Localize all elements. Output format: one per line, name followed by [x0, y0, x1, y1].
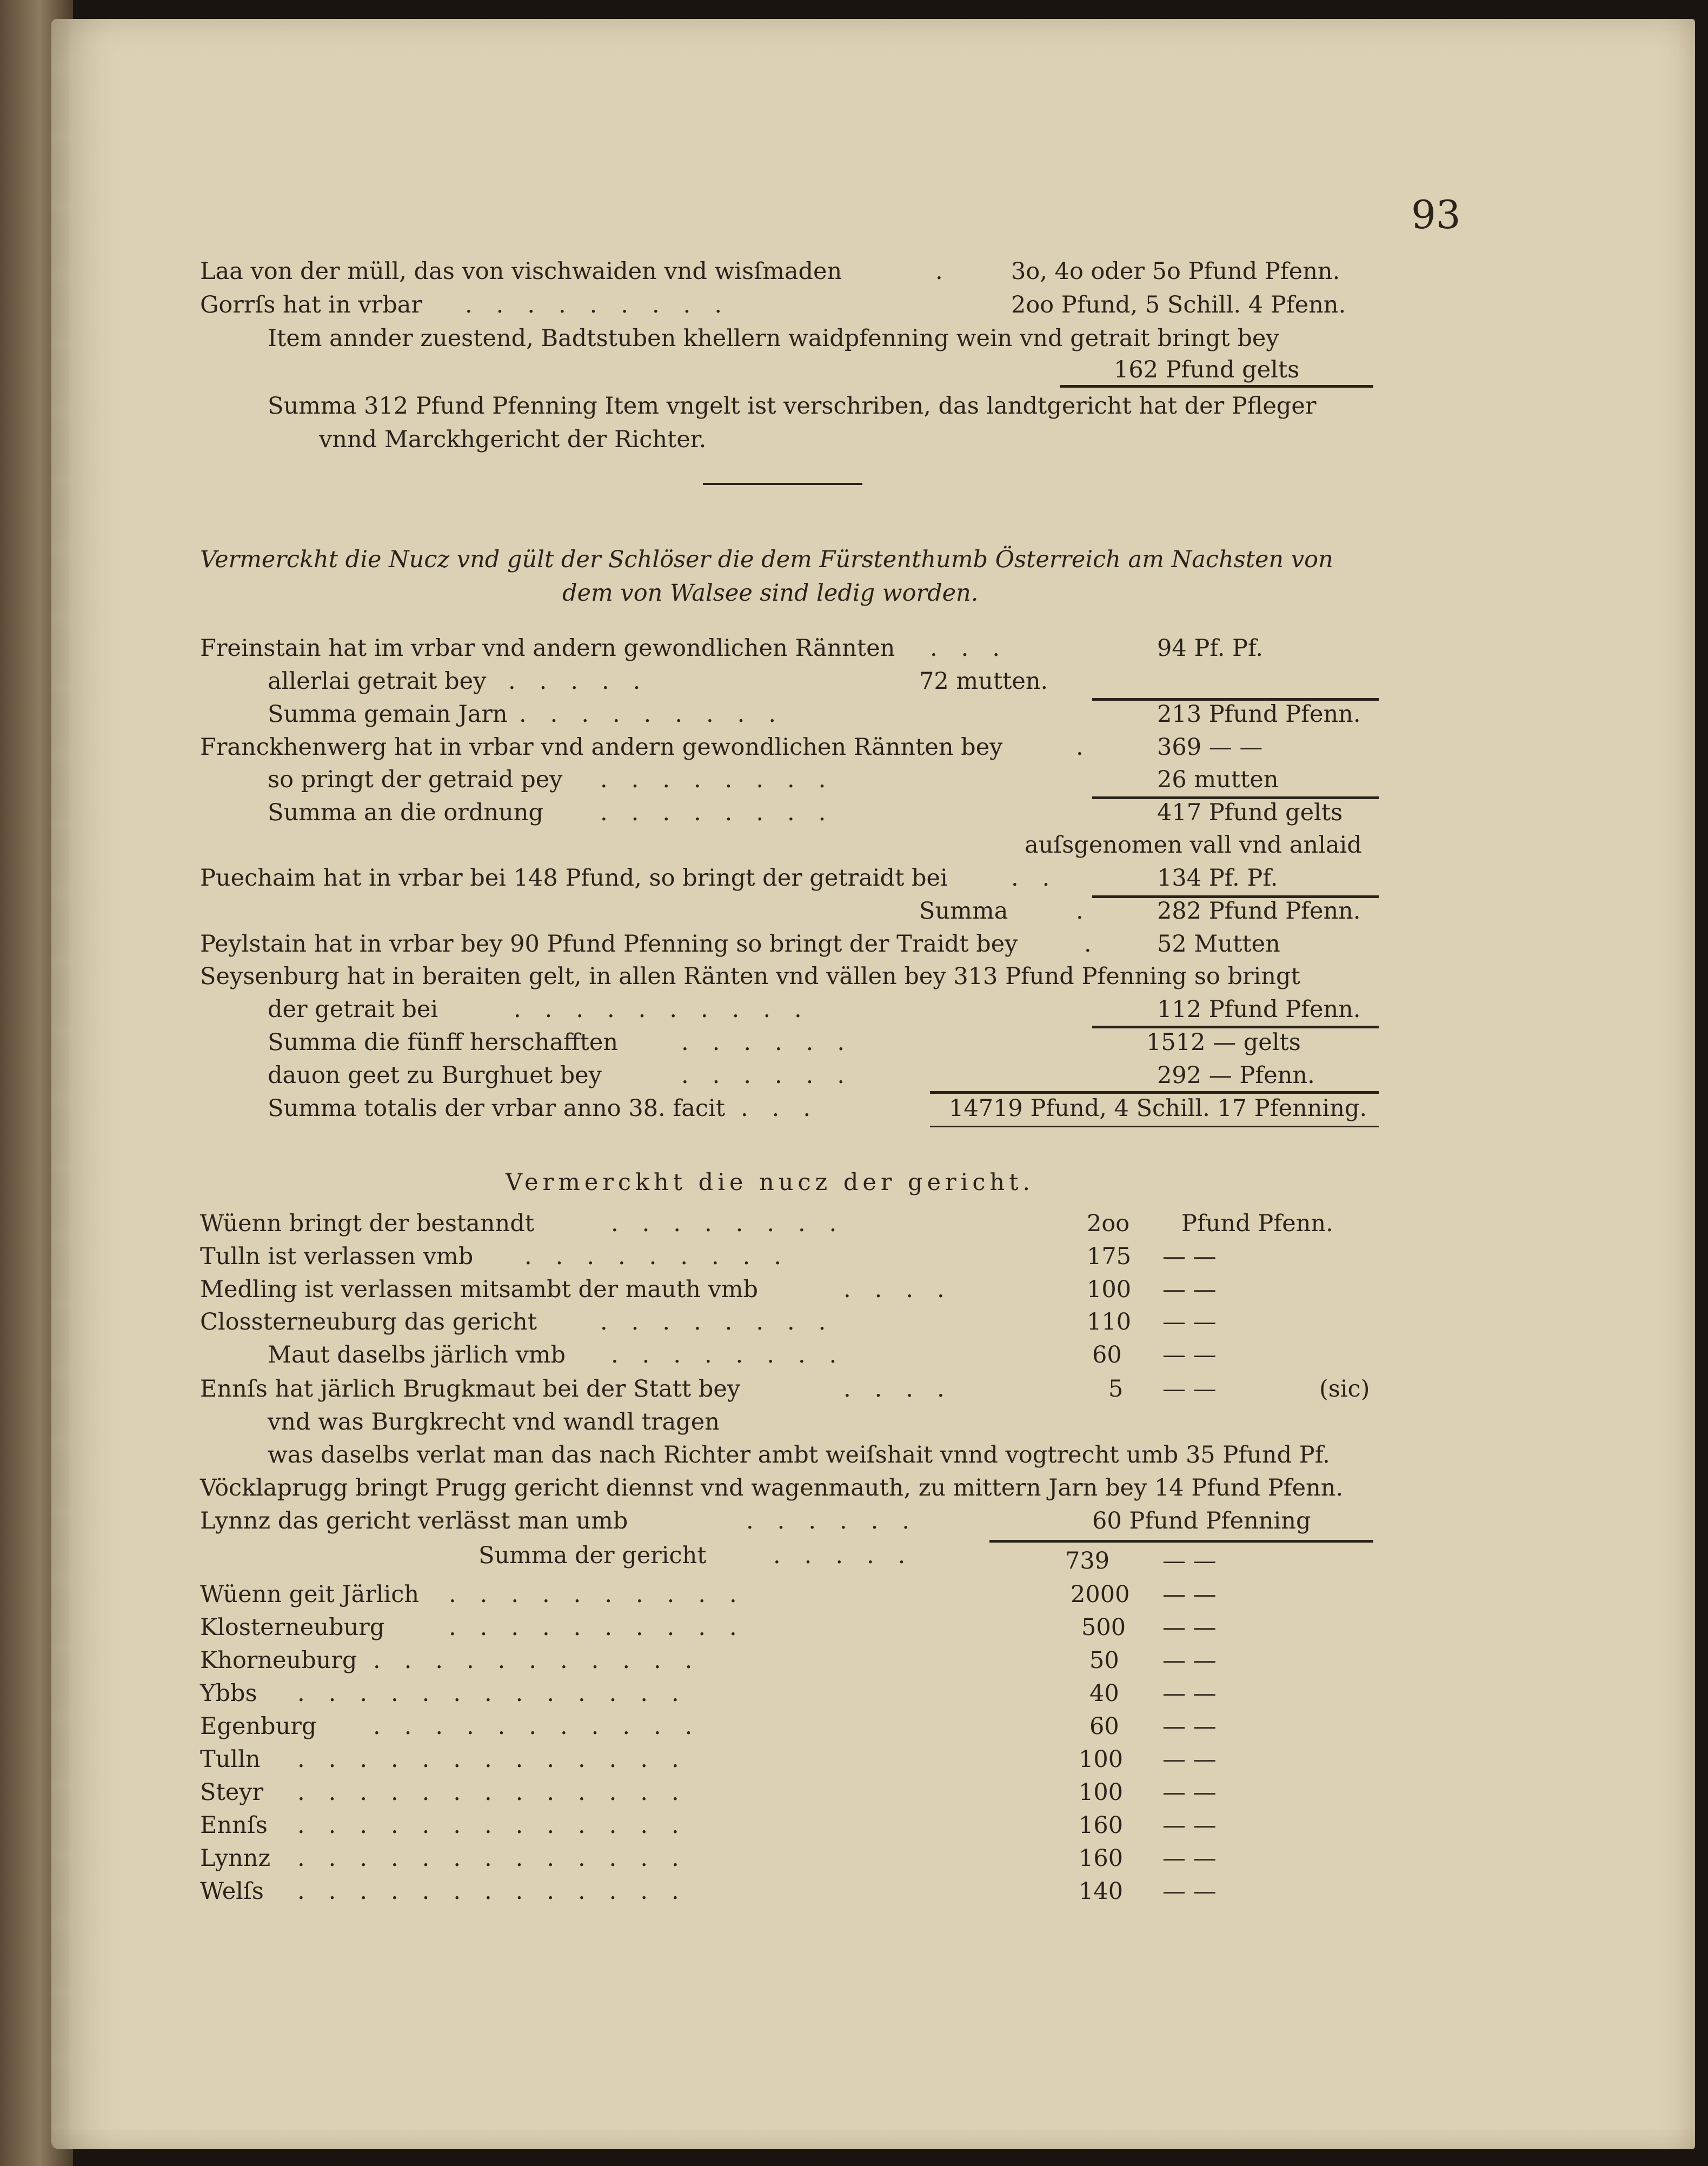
- row-peylstain: Peylstain hat in vrbar bey 90 Pfund Pfenning so bringt der Traidt bey: [200, 931, 1018, 958]
- town-row: Lynnz: [200, 1845, 271, 1872]
- row-der-getrait-value: 112 Pfund Pfenn.: [1157, 996, 1361, 1023]
- row-burghuet: dauon geet zu Burghuet bey: [268, 1062, 602, 1089]
- leader-dots: ........: [611, 1210, 861, 1237]
- town-row: Ennſs: [200, 1812, 268, 1839]
- gericht-lynnz-value: 60 Pfund Pfenning: [1092, 1507, 1311, 1534]
- leader-dots: .....: [773, 1542, 929, 1569]
- row-freinstain-value: 94 Pf. Pf.: [1157, 635, 1264, 662]
- gericht-amount: 5: [1108, 1376, 1124, 1403]
- town-row: Khorneuburg: [200, 1647, 357, 1674]
- gericht-row: Tulln ist verlassen vmb: [200, 1243, 474, 1270]
- section-heading-2: dem von Walsee sind ledig worden.: [562, 580, 979, 607]
- gericht-unit: — —: [1162, 1243, 1217, 1270]
- leader-dots: ....: [843, 1276, 968, 1303]
- gericht-heading: Vermerckht die nucz der gericht.: [506, 1169, 1035, 1196]
- leader-dots: .........: [465, 291, 746, 318]
- town-row: Klosterneuburg: [200, 1614, 385, 1641]
- row-summa-gemain: Summa gemain Jarn: [268, 701, 508, 728]
- row-getraid: so pringt der getraid pey: [268, 766, 563, 793]
- leader-dots: .............: [297, 1845, 703, 1872]
- row-getraid-value: 26 mutten: [1157, 766, 1279, 793]
- leader-dots: .............: [297, 1779, 703, 1806]
- row-franckhenwerg: Franckhenwerg hat in vrbar vnd andern gewondlichen Rännten bey: [200, 734, 1003, 761]
- row-summa-totalis-value: 14719 Pfund, 4 Schill. 17 Pfenning.: [949, 1095, 1367, 1122]
- sic-note: (sic): [1319, 1376, 1370, 1403]
- leader-dots: ...........: [373, 1647, 716, 1674]
- gericht-amount: 100: [1087, 1276, 1132, 1303]
- town-row: Wüenn geit Järlich: [200, 1581, 420, 1608]
- row-summa-totalis: Summa totalis der vrbar anno 38. facit: [268, 1095, 726, 1122]
- town-row: Welſs: [200, 1878, 264, 1905]
- town-unit: — —: [1162, 1680, 1217, 1707]
- line-item-value: 162 Pfund gelts: [1114, 356, 1300, 383]
- gericht-amount: 60: [1092, 1341, 1122, 1368]
- leader-dots: .: [1076, 898, 1107, 925]
- row-franckhenwerg-value: 369 — —: [1157, 734, 1263, 761]
- gericht-row: Medling ist verlassen mitsambt der mauth vmb: [200, 1276, 759, 1303]
- town-row: Tulln: [200, 1746, 261, 1773]
- town-amount: 160: [1079, 1812, 1124, 1839]
- gericht-unit: Pfund Pfenn.: [1181, 1210, 1333, 1237]
- gericht-row: Maut daselbs järlich vmb: [268, 1341, 566, 1368]
- line-gorrs-value: 2oo Pfund, 5 Schill. 4 Pfenn.: [1011, 291, 1346, 318]
- town-unit: — —: [1162, 1812, 1217, 1839]
- line-summa-2: vnnd Marckhgericht der Richter.: [319, 426, 707, 453]
- row-getrait: allerlai getrait bey: [268, 668, 487, 695]
- gericht-unit: — —: [1162, 1376, 1217, 1403]
- leader-dots: ........: [600, 766, 850, 793]
- leader-dots: ......: [681, 1029, 869, 1056]
- line-laa-value: 3o, 4o oder 5o Pfund Pfenn.: [1011, 258, 1340, 285]
- line-gorrs: Gorrſs hat in vrbar: [200, 291, 422, 318]
- line-laa: Laa von der müll, das von vischwaiden vnd wisſmaden: [200, 258, 842, 285]
- town-unit: — —: [1162, 1647, 1217, 1674]
- leader-dots: ...........: [373, 1713, 716, 1740]
- leader-dots: ......: [746, 1507, 934, 1534]
- sum-rule: [989, 1540, 1373, 1543]
- row-puechaim: Puechaim hat in vrbar bei 148 Pfund, so bringt der getraidt bei: [200, 865, 948, 892]
- town-unit: — —: [1162, 1878, 1217, 1905]
- line-summa-1: Summa 312 Pfund Pfenning Item vngelt ist verschriben, das landtgericht hat der Pfleger: [268, 393, 1317, 420]
- leader-dots: .: [1084, 931, 1115, 958]
- gericht-amount: 175: [1087, 1243, 1132, 1270]
- row-summa-ordnung-value: 417 Pfund gelts: [1157, 799, 1343, 826]
- town-row: Steyr: [200, 1779, 264, 1806]
- leader-dots: ..........: [449, 1581, 761, 1608]
- leader-dots: ........: [611, 1341, 861, 1368]
- town-amount: 2000: [1071, 1581, 1130, 1608]
- town-amount: 100: [1079, 1746, 1124, 1773]
- leader-dots: ...: [741, 1095, 835, 1122]
- town-amount: 40: [1089, 1680, 1119, 1707]
- town-amount: 100: [1079, 1779, 1124, 1806]
- row-burghuet-value: 292 — Pfenn.: [1157, 1062, 1315, 1089]
- gericht-amount: 739: [1065, 1547, 1110, 1574]
- town-amount: 140: [1079, 1878, 1124, 1905]
- leader-dots: .............: [297, 1680, 703, 1707]
- gericht-unit: — —: [1162, 1547, 1217, 1574]
- town-amount: 160: [1079, 1845, 1124, 1872]
- leader-dots: ........: [600, 1308, 850, 1336]
- row-fuenff: Summa die fünff herschafften: [268, 1029, 619, 1056]
- row-getrait-mid: 72 mutten.: [919, 668, 1048, 695]
- gericht-row: Clossterneuburg das gericht: [200, 1308, 537, 1336]
- line-item: Item annder zuestend, Badtstuben khellern waidpfenning wein vnd getrait bringt bey: [268, 325, 1279, 352]
- gericht-row: vnd was Burgkrecht vnd wandl tragen: [268, 1408, 720, 1436]
- row-ausgenomen: auſsgenomen vall vnd anlaid: [1025, 832, 1362, 859]
- page-number: 93: [1411, 192, 1461, 237]
- gericht-row: Lynnz das gericht verlässt man umb: [200, 1507, 628, 1534]
- gericht-row: Wüenn bringt der bestanndt: [200, 1210, 534, 1237]
- town-unit: — —: [1162, 1713, 1217, 1740]
- leader-dots: .............: [297, 1746, 703, 1773]
- town-unit: — —: [1162, 1581, 1217, 1608]
- town-amount: 500: [1081, 1614, 1126, 1641]
- leader-dots: ..: [1011, 865, 1074, 892]
- leader-dots: ...: [930, 635, 1024, 662]
- row-peylstain-value: 52 Mutten: [1157, 931, 1280, 958]
- gericht-row: Vöcklaprugg bringt Prugg gericht diennst vnd wagenmauth, zu mittern Jarn bey 14 Pfund Pfenn.: [200, 1474, 1344, 1501]
- row-der-getrait: der getrait bei: [268, 996, 438, 1023]
- gericht-amount: 2oo: [1087, 1210, 1130, 1237]
- sum-rule: [1060, 385, 1373, 388]
- leader-dots: ....: [843, 1376, 968, 1403]
- row-summa-puechaim: Summa: [919, 898, 1008, 925]
- gericht-unit: — —: [1162, 1341, 1217, 1368]
- gericht-amount: 110: [1087, 1308, 1132, 1336]
- row-freinstain: Freinstain hat im vrbar vnd andern gewondlichen Rännten: [200, 635, 895, 662]
- section-heading-1: Vermerckht die Nucz vnd gült der Schlöser die dem Fürstenthumb Österreich am Nachsten von: [200, 546, 1333, 573]
- leader-dots: .........: [524, 1243, 806, 1270]
- gericht-summa: Summa der gericht: [478, 1542, 707, 1569]
- town-unit: — —: [1162, 1746, 1217, 1773]
- town-unit: — —: [1162, 1845, 1217, 1872]
- sum-rule: [930, 1126, 1379, 1127]
- gericht-row: was daselbs verlat man das nach Richter ambt weiſshait vnnd vogtrecht umb 35 Pfund Pf.: [268, 1441, 1330, 1469]
- row-summa-puechaim-value: 282 Pfund Pfenn.: [1157, 898, 1361, 925]
- town-row: Ybbs: [200, 1680, 257, 1707]
- section-divider: [703, 483, 862, 485]
- gericht-row: Ennſs hat järlich Brugkmaut bei der Statt bey: [200, 1376, 741, 1403]
- leader-dots: .............: [297, 1878, 703, 1905]
- leader-dots: .........: [519, 701, 800, 728]
- town-amount: 60: [1089, 1713, 1119, 1740]
- leader-dots: .....: [508, 668, 664, 695]
- town-amount: 50: [1089, 1647, 1119, 1674]
- leader-dots: .: [935, 258, 967, 285]
- town-row: Egenburg: [200, 1713, 317, 1740]
- town-unit: — —: [1162, 1779, 1217, 1806]
- row-fuenff-value: 1512 — gelts: [1146, 1029, 1301, 1056]
- row-seysenburg: Seysenburg hat in beraiten gelt, in allen Ränten vnd vällen bey 313 Pfund Pfenning so bringt: [200, 963, 1300, 990]
- leader-dots: ..........: [449, 1614, 761, 1641]
- leader-dots: ..........: [514, 996, 826, 1023]
- row-summa-gemain-value: 213 Pfund Pfenn.: [1157, 701, 1361, 728]
- gericht-unit: — —: [1162, 1308, 1217, 1336]
- leader-dots: .............: [297, 1812, 703, 1839]
- town-unit: — —: [1162, 1614, 1217, 1641]
- row-summa-ordnung: Summa an die ordnung: [268, 799, 543, 826]
- gericht-unit: — —: [1162, 1276, 1217, 1303]
- leader-dots: ........: [600, 799, 850, 826]
- leader-dots: .: [1076, 734, 1107, 761]
- row-puechaim-value: 134 Pf. Pf.: [1157, 865, 1278, 892]
- leader-dots: ......: [681, 1062, 869, 1089]
